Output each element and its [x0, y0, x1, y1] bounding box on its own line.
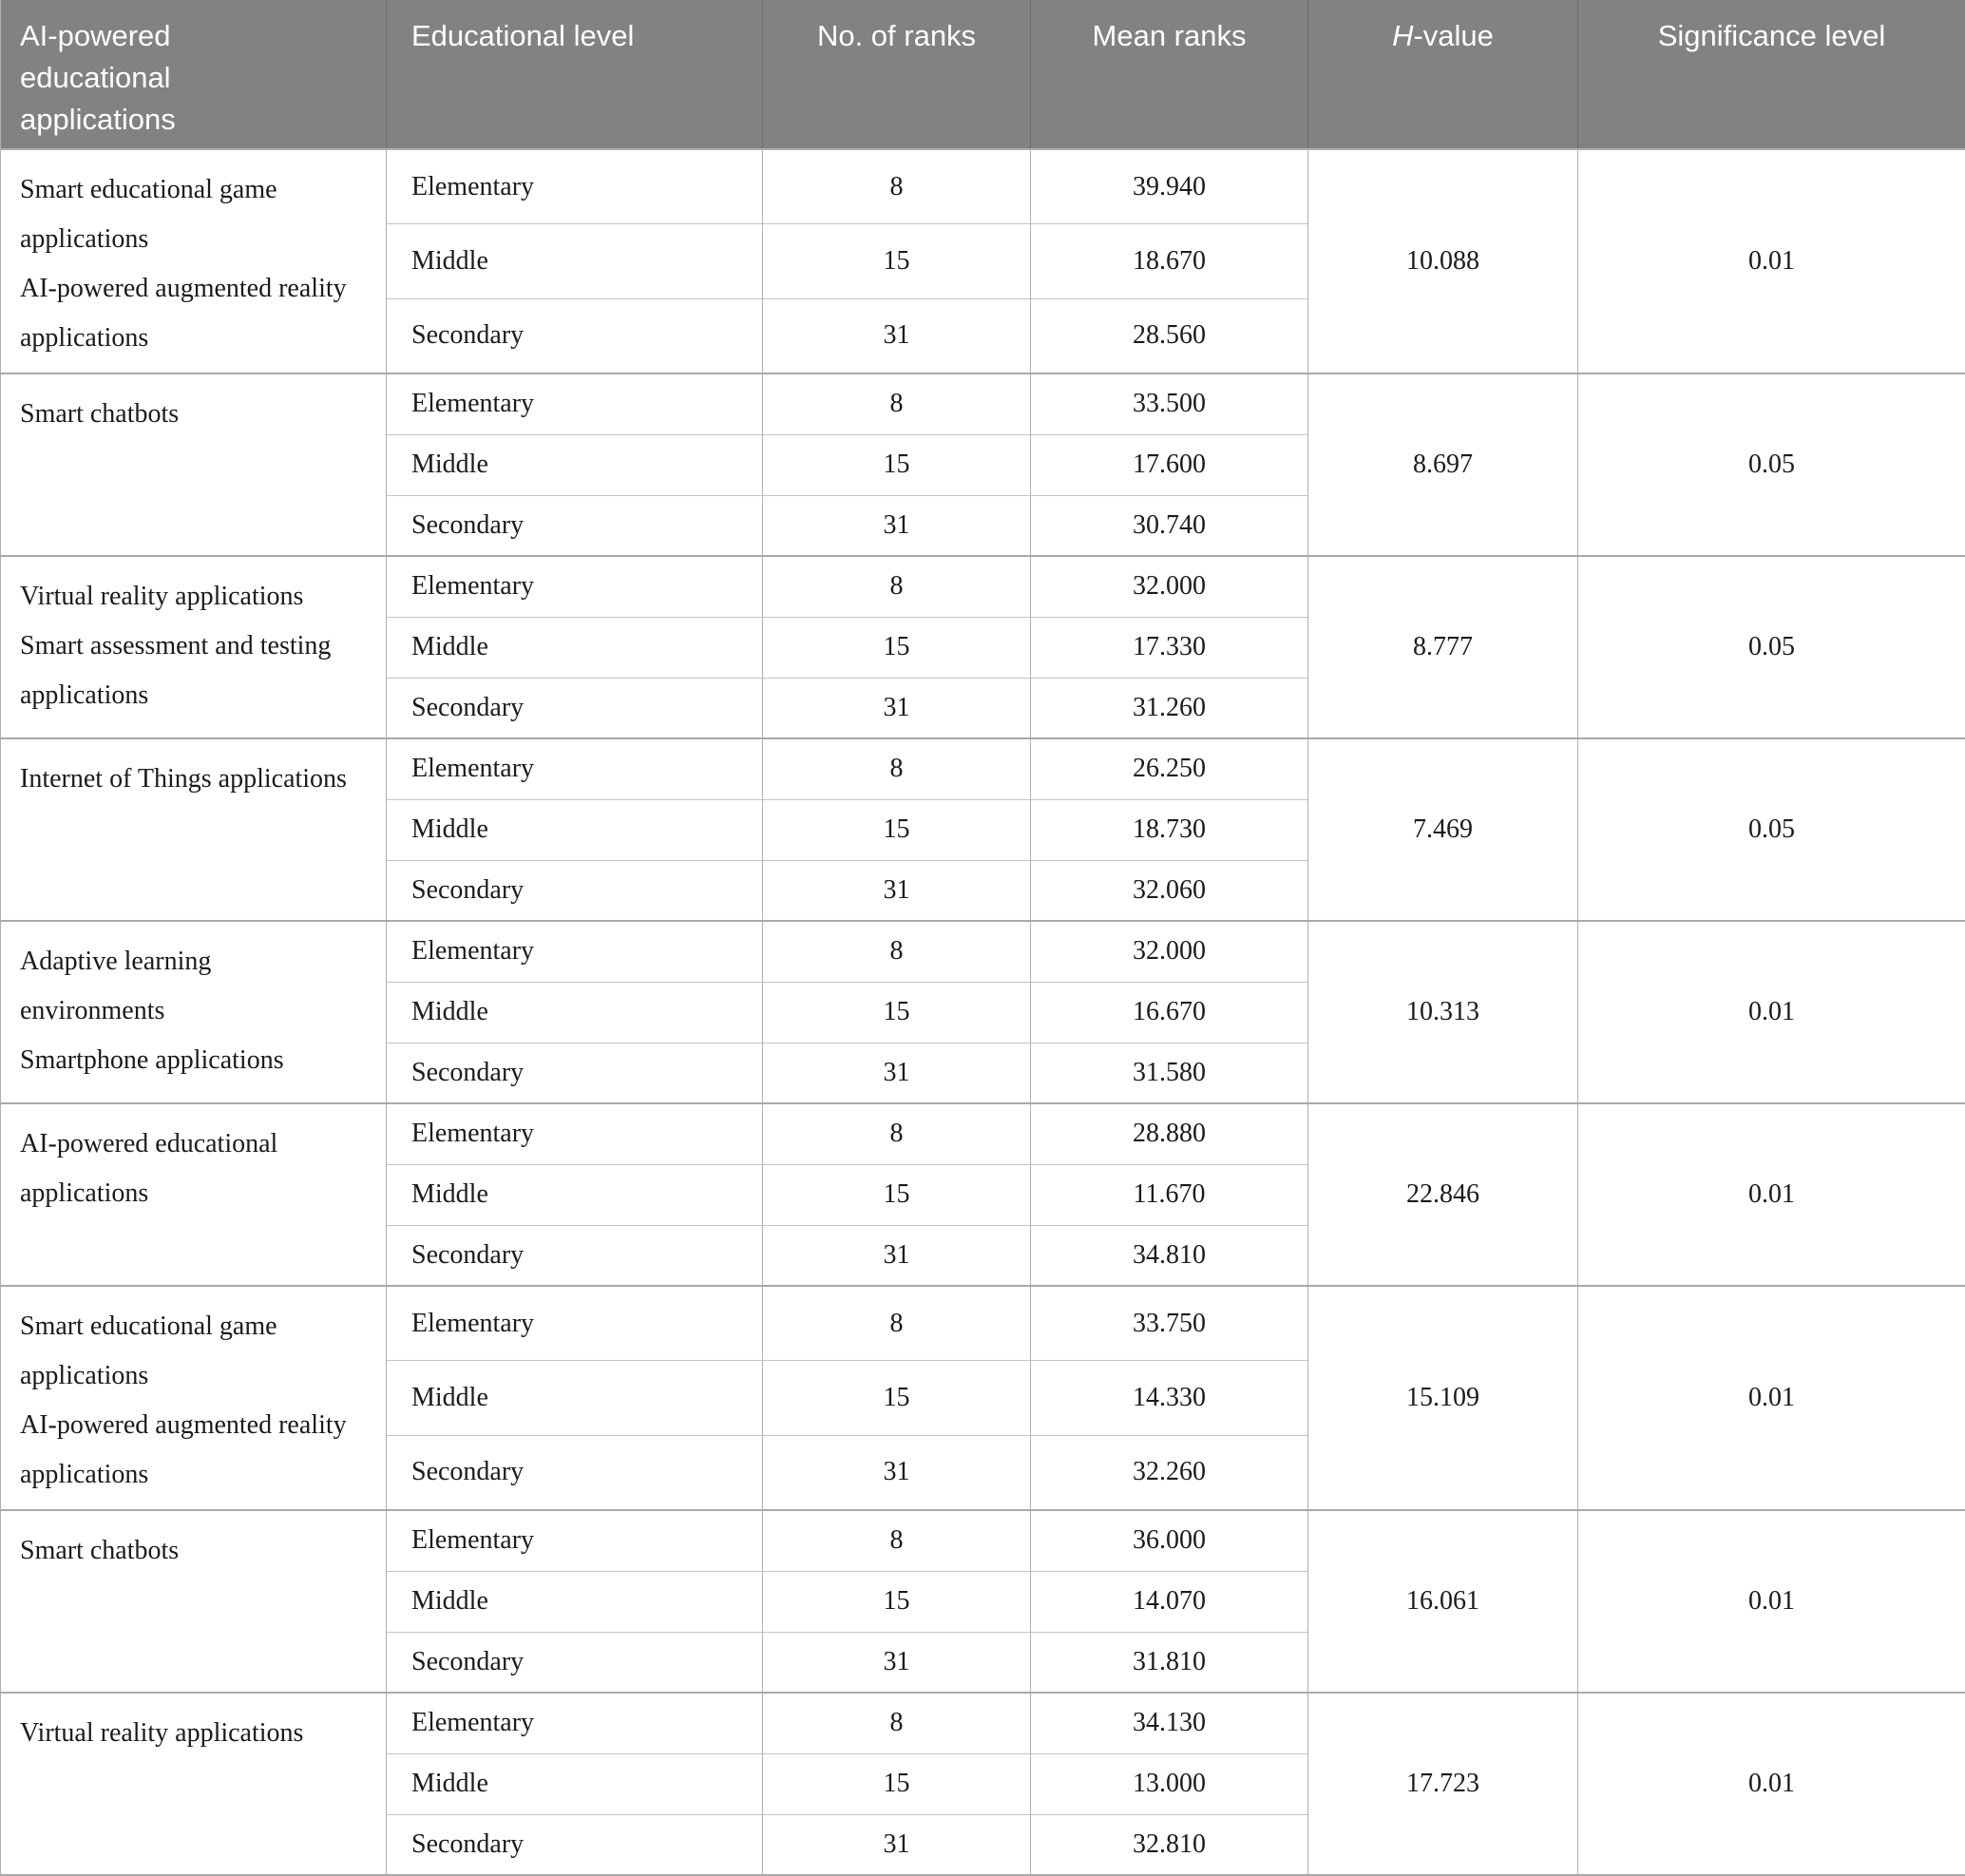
no-of-ranks-cell: 15 — [763, 982, 1031, 1043]
group-row-first — [1, 1286, 1965, 1361]
h-value-italic: H — [1392, 19, 1413, 52]
educational-level-cell: Secondary — [387, 860, 763, 921]
h-value-cell: 10.088 — [1308, 149, 1578, 373]
no-of-ranks-cell: 15 — [763, 1753, 1031, 1814]
application-label: AI-powered augmented reality applications — [20, 1401, 354, 1500]
educational-level-cell: Middle — [387, 1753, 763, 1814]
group-row-first — [1, 921, 1965, 982]
mean-ranks-cell: 14.330 — [1031, 1361, 1308, 1436]
application-cell — [1, 556, 387, 738]
educational-level-cell: Middle — [387, 1571, 763, 1632]
no-of-ranks-cell: 8 — [763, 149, 1031, 224]
application-cell — [1, 1103, 387, 1286]
no-of-ranks-cell: 31 — [763, 1225, 1031, 1286]
h-value-cell: 7.469 — [1308, 738, 1578, 921]
no-of-ranks-cell: 8 — [763, 1510, 1031, 1571]
no-of-ranks-cell: 15 — [763, 799, 1031, 860]
h-value-cell: 22.846 — [1308, 1103, 1578, 1286]
educational-level-cell: Elementary — [387, 556, 763, 617]
educational-level-cell: Elementary — [387, 1693, 763, 1753]
application-label: Smart chatbots — [20, 1526, 354, 1576]
educational-level-cell: Middle — [387, 1361, 763, 1436]
educational-level-cell: Elementary — [387, 373, 763, 434]
no-of-ranks-cell: 8 — [763, 1103, 1031, 1164]
application-label: Smart educational game applications — [20, 165, 354, 264]
no-of-ranks-cell: 15 — [763, 1164, 1031, 1225]
mean-ranks-cell: 31.580 — [1031, 1043, 1308, 1103]
educational-level-cell: Elementary — [387, 1103, 763, 1164]
application-label: Smartphone applications — [20, 1036, 354, 1085]
h-value-cell: 15.109 — [1308, 1286, 1578, 1510]
mean-ranks-cell: 26.250 — [1031, 738, 1308, 799]
col-header-h-value — [1308, 0, 1578, 149]
h-value-cell: 10.313 — [1308, 921, 1578, 1103]
educational-level-cell: Secondary — [387, 678, 763, 738]
educational-level-cell: Elementary — [387, 921, 763, 982]
table-header — [1, 0, 1965, 149]
application-label: Adaptive learning environments — [20, 937, 354, 1036]
mean-ranks-cell: 17.330 — [1031, 617, 1308, 678]
col-header-applications — [1, 0, 387, 149]
mean-ranks-cell: 30.740 — [1031, 495, 1308, 556]
educational-level-cell: Middle — [387, 434, 763, 495]
h-value-rest: -value — [1413, 19, 1493, 52]
significance-cell: 0.01 — [1578, 1693, 1965, 1875]
no-of-ranks-cell: 31 — [763, 495, 1031, 556]
educational-level-cell: Middle — [387, 617, 763, 678]
no-of-ranks-cell: 8 — [763, 556, 1031, 617]
no-of-ranks-cell: 31 — [763, 1435, 1031, 1510]
group-row-first — [1, 556, 1965, 617]
mean-ranks-cell: 36.000 — [1031, 1510, 1308, 1571]
group-row-first — [1, 149, 1965, 224]
mean-ranks-cell: 32.810 — [1031, 1814, 1308, 1875]
educational-level-cell: Secondary — [387, 495, 763, 556]
mean-ranks-cell: 32.000 — [1031, 921, 1308, 982]
educational-level-cell: Elementary — [387, 1286, 763, 1361]
col-header-applications-label: AI-powered educational applications — [20, 15, 224, 141]
application-label: Smart assessment and testing applications — [20, 622, 354, 720]
educational-level-cell: Secondary — [387, 298, 763, 373]
application-cell — [1, 738, 387, 921]
col-header-educational-level: Educational level — [387, 0, 763, 149]
significance-cell: 0.05 — [1578, 373, 1965, 556]
application-label: AI-powered augmented reality applications — [20, 264, 354, 363]
educational-level-cell: Middle — [387, 982, 763, 1043]
no-of-ranks-cell: 8 — [763, 1693, 1031, 1753]
application-label: Smart educational game applications — [20, 1302, 354, 1401]
application-cell — [1, 1286, 387, 1510]
application-cell — [1, 373, 387, 556]
significance-cell: 0.05 — [1578, 556, 1965, 738]
mean-ranks-cell: 18.670 — [1031, 224, 1308, 299]
mean-ranks-cell: 31.260 — [1031, 678, 1308, 738]
educational-level-cell: Secondary — [387, 1814, 763, 1875]
educational-level-cell: Secondary — [387, 1043, 763, 1103]
mean-ranks-cell: 18.730 — [1031, 799, 1308, 860]
mean-ranks-cell: 28.560 — [1031, 298, 1308, 373]
no-of-ranks-cell: 31 — [763, 298, 1031, 373]
group-row-first — [1, 738, 1965, 799]
mean-ranks-cell: 32.260 — [1031, 1435, 1308, 1510]
application-cell — [1, 1693, 387, 1875]
significance-cell: 0.01 — [1578, 1510, 1965, 1693]
no-of-ranks-cell: 8 — [763, 738, 1031, 799]
significance-cell: 0.01 — [1578, 1286, 1965, 1510]
col-header-no-of-ranks: No. of ranks — [763, 0, 1031, 149]
no-of-ranks-cell: 15 — [763, 224, 1031, 299]
no-of-ranks-cell: 31 — [763, 1632, 1031, 1693]
group-row-first — [1, 373, 1965, 434]
h-value-cell: 16.061 — [1308, 1510, 1578, 1693]
col-header-mean-ranks: Mean ranks — [1031, 0, 1308, 149]
application-label: Virtual reality applications — [20, 572, 354, 622]
mean-ranks-cell: 16.670 — [1031, 982, 1308, 1043]
mean-ranks-cell: 39.940 — [1031, 149, 1308, 224]
educational-level-cell: Elementary — [387, 738, 763, 799]
mean-ranks-cell: 31.810 — [1031, 1632, 1308, 1693]
no-of-ranks-cell: 15 — [763, 1361, 1031, 1436]
application-label: Internet of Things applications — [20, 755, 354, 804]
mean-ranks-cell: 33.750 — [1031, 1286, 1308, 1361]
group-row-first — [1, 1510, 1965, 1571]
mean-ranks-cell: 28.880 — [1031, 1103, 1308, 1164]
table-body — [1, 149, 1965, 1875]
no-of-ranks-cell: 31 — [763, 1043, 1031, 1103]
no-of-ranks-cell: 8 — [763, 1286, 1031, 1361]
educational-level-cell: Secondary — [387, 1435, 763, 1510]
no-of-ranks-cell: 31 — [763, 678, 1031, 738]
mean-ranks-cell: 11.670 — [1031, 1164, 1308, 1225]
application-cell — [1, 921, 387, 1103]
application-label: Smart chatbots — [20, 390, 354, 439]
mean-ranks-cell: 32.060 — [1031, 860, 1308, 921]
no-of-ranks-cell: 15 — [763, 1571, 1031, 1632]
significance-cell: 0.01 — [1578, 149, 1965, 373]
mean-ranks-cell: 32.000 — [1031, 556, 1308, 617]
no-of-ranks-cell: 31 — [763, 1814, 1031, 1875]
mean-ranks-cell: 13.000 — [1031, 1753, 1308, 1814]
group-row-first — [1, 1693, 1965, 1753]
educational-level-cell: Elementary — [387, 1510, 763, 1571]
educational-level-cell: Middle — [387, 224, 763, 299]
group-row-first — [1, 1103, 1965, 1164]
no-of-ranks-cell: 31 — [763, 860, 1031, 921]
mean-ranks-cell: 34.130 — [1031, 1693, 1308, 1753]
application-cell — [1, 1510, 387, 1693]
educational-level-cell: Elementary — [387, 149, 763, 224]
h-value-cell: 8.777 — [1308, 556, 1578, 738]
h-value-cell: 17.723 — [1308, 1693, 1578, 1875]
application-label: AI-powered educational applications — [20, 1120, 354, 1218]
educational-level-cell: Middle — [387, 1164, 763, 1225]
header-row — [1, 0, 1965, 149]
no-of-ranks-cell: 8 — [763, 373, 1031, 434]
educational-level-cell: Middle — [387, 799, 763, 860]
h-value-cell: 8.697 — [1308, 373, 1578, 556]
significance-cell: 0.01 — [1578, 1103, 1965, 1286]
no-of-ranks-cell: 15 — [763, 617, 1031, 678]
mean-ranks-cell: 17.600 — [1031, 434, 1308, 495]
col-header-significance-level: Significance level — [1578, 0, 1965, 149]
educational-level-cell: Secondary — [387, 1632, 763, 1693]
educational-level-cell: Secondary — [387, 1225, 763, 1286]
application-label: Virtual reality applications — [20, 1709, 354, 1758]
no-of-ranks-cell: 8 — [763, 921, 1031, 982]
significance-cell: 0.01 — [1578, 921, 1965, 1103]
no-of-ranks-cell: 15 — [763, 434, 1031, 495]
application-cell — [1, 149, 387, 373]
mean-ranks-cell: 33.500 — [1031, 373, 1308, 434]
mean-ranks-cell: 34.810 — [1031, 1225, 1308, 1286]
mean-ranks-cell: 14.070 — [1031, 1571, 1308, 1632]
significance-cell: 0.05 — [1578, 738, 1965, 921]
